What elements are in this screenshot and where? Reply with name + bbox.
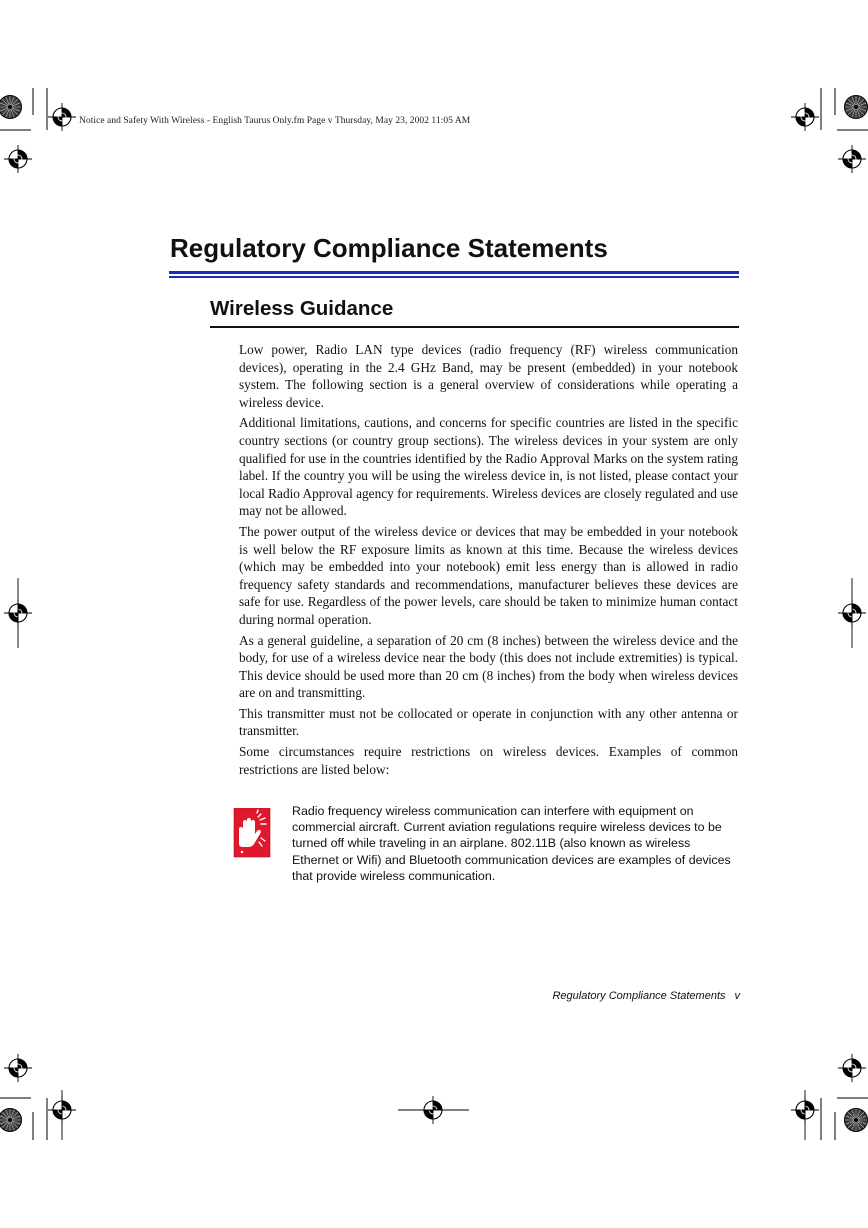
title-rule-secondary [169, 276, 739, 278]
page-number: v [734, 990, 740, 1002]
footer-running-title: Regulatory Compliance Statements [552, 990, 726, 1002]
title-rule [169, 271, 739, 274]
paragraph: Low power, Radio LAN type devices (radio frequency (RF) wireless communication devices), operating in the 2.4 GHz Band, may be present (embedded) in your notebook system. The following section is a general overview of considerations while operating a wireless device. [239, 342, 738, 410]
body-text [239, 341, 738, 781]
page-title: Regulatory Compliance Statements [170, 233, 608, 263]
paragraph: Additional limitations, cautions, and concerns for specific countries are listed in the specific country sections (or country group sections). The wireless devices in your system are only qualified for use in the countries identified by the Radio Approval Marks on the system rating label. If the country you will be using the wireless device in, is not listed, please contact your local Radio Approval agency for requirements. Wireless devices are closely regulated and use may not be allowed. [239, 415, 738, 519]
paragraph: The power output of the wireless device or devices that may be embedded in your notebook is well below the RF exposure limits as known at this time. Because the wireless devices (which may be embedded into your notebook) emit less energy than is allowed in radio frequency safety standards and recommendations, manufacturer believes these devices are safe for use. Regardless of the power levels, care should be taken to minimize human contact during normal operation. [239, 523, 738, 627]
paragraph: This transmitter must not be collocated or operate in conjunction with any other antenna or transmitter. [239, 705, 738, 739]
paragraph: Some circumstances require restrictions on wireless devices. Examples of common restrictions are listed below: [239, 744, 738, 777]
slug-line: Notice and Safety With Wireless - English Taurus Only.fm Page v Thursday, May 23, 2002 11:05 AM [79, 116, 471, 126]
section-rule [210, 326, 739, 328]
page-footer [552, 990, 740, 1002]
paragraph: As a general guideline, a separation of 20 cm (8 inches) between the wireless device and the body, for use of a wireless device near the body (this does not include extremities) is typical. This device should be used more than 20 cm (8 inches) from the body when wireless devices are on and transmitting. [239, 632, 738, 701]
caution-hand-icon [233, 808, 271, 858]
caution-text: Radio frequency wireless communication can interfere with equipment on commercial aircraft. Current aviation regulations require wireless devices to be turned off while traveling in an airplane. 802.11B (also known as wireless Ethernet or Wifi) and Bluetooth communication devices are examples of devices that provide wireless communication. [292, 804, 731, 883]
section-heading: Wireless Guidance [210, 297, 394, 320]
